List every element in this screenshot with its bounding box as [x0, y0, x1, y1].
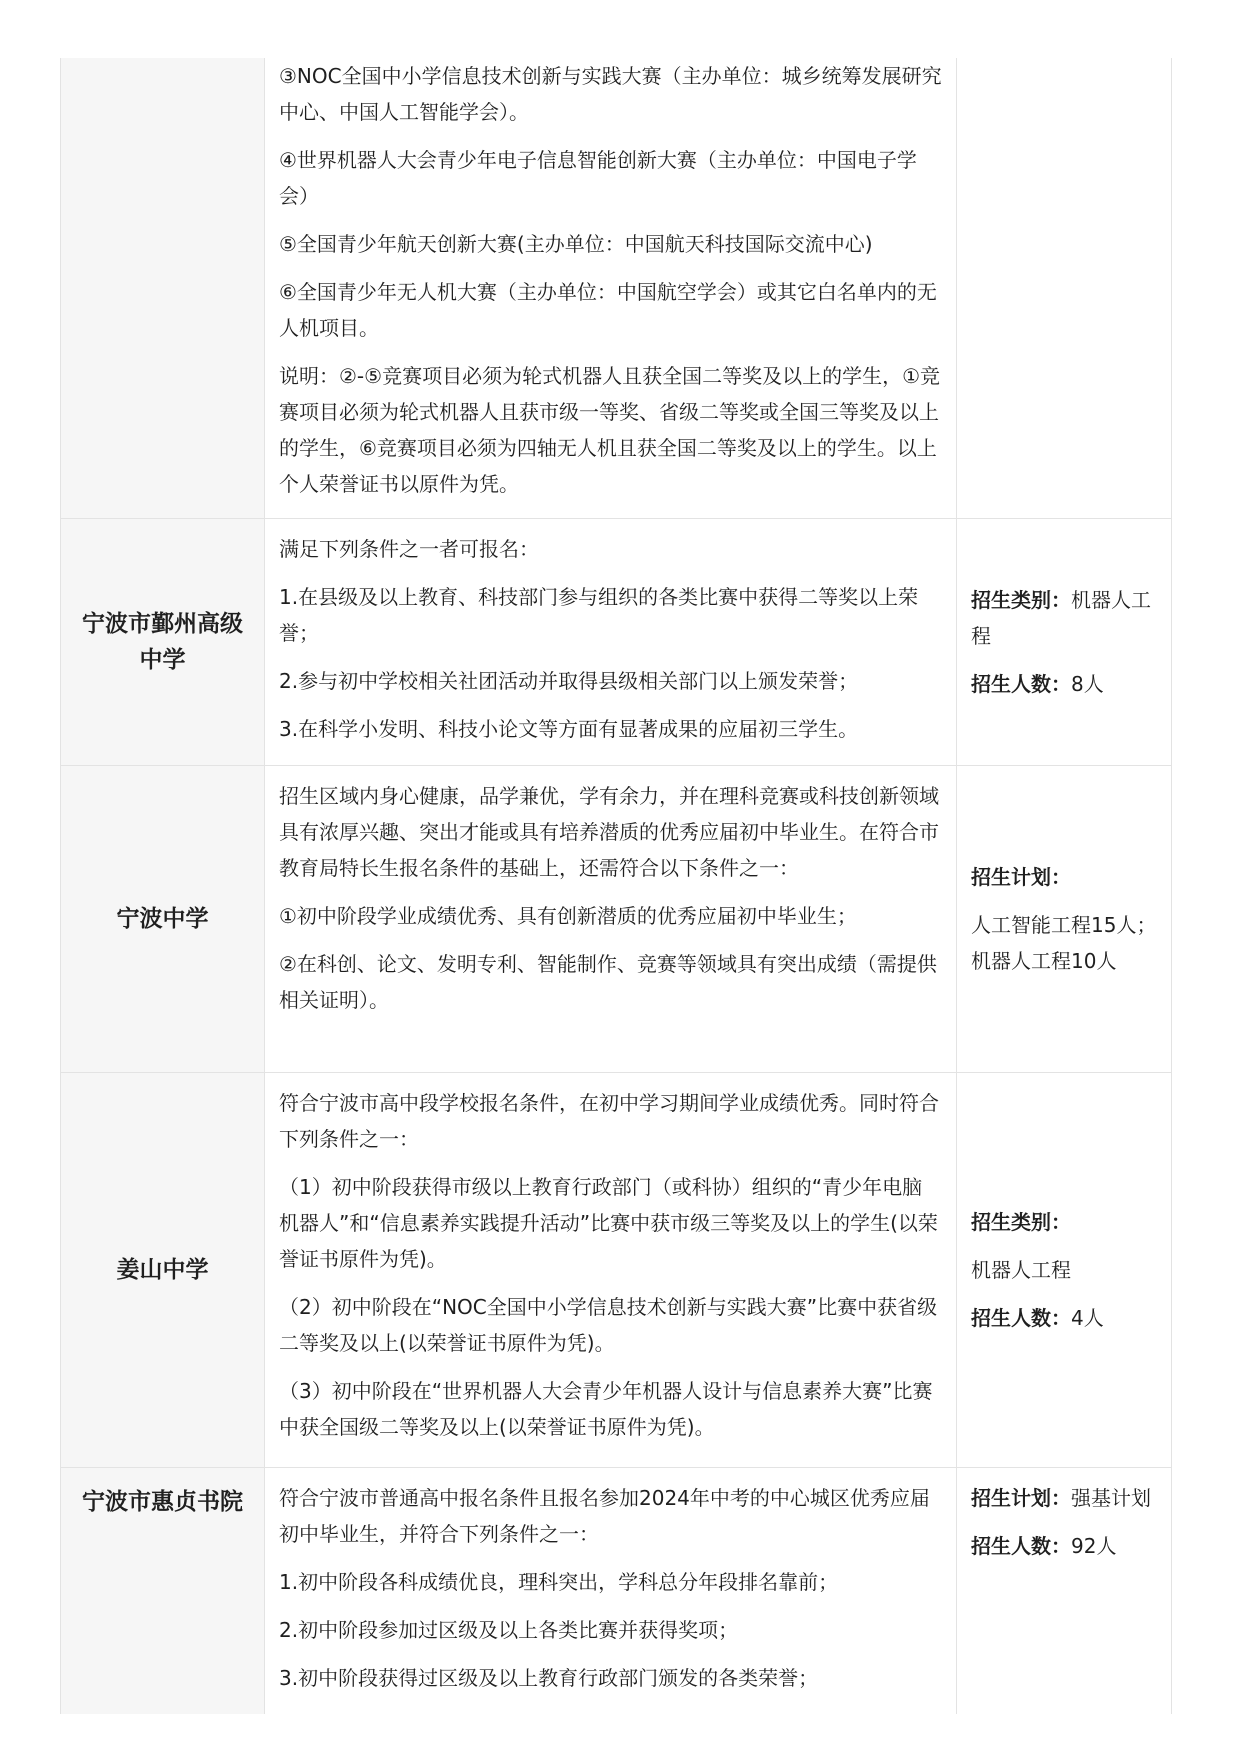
- requirements-cell: [265, 766, 957, 1072]
- table-row: [61, 1073, 1171, 1468]
- requirements-cell: [265, 58, 957, 518]
- plan-item: [971, 582, 1157, 654]
- plan-value: 机器人工程: [971, 588, 1151, 648]
- plan-label: 招生计划：: [971, 1486, 1071, 1510]
- requirement-text: 3.在科学小发明、科技小论文等方面有显著成果的应届初三学生。: [279, 717, 859, 741]
- plan-cell: [957, 766, 1171, 1072]
- plan-cell: [957, 1468, 1171, 1714]
- requirement-note: 说明：②-⑤竞赛项目必须为轮式机器人且获全国二等奖及以上的学生，①竞赛项目必须为轮式机器人且获市级一等奖、省级二等奖或全国三等奖及以上的学生，⑥竞赛项目必须为四轴无人机且获全国二等奖及以上的学生。以上个人荣誉证书以原件为凭。: [279, 364, 941, 496]
- table-row: [61, 1468, 1171, 1714]
- requirement-text: 2.参与初中学校相关社团活动并取得县级相关部门以上颁发荣誉；: [279, 669, 859, 693]
- plan-cell: [957, 58, 1171, 518]
- requirement-text: ③NOC全国中小学信息技术创新与实践大赛（主办单位：城乡统筹发展研究中心、中国人工智能学会）。: [279, 64, 942, 124]
- requirement-text: ⑤全国青少年航天创新大赛(主办单位：中国航天科技国际交流中心): [279, 232, 873, 256]
- plan-item: [971, 1300, 1157, 1336]
- plan-item: [971, 859, 1157, 895]
- plan-item: [971, 907, 1157, 979]
- requirements-cell: [265, 519, 957, 765]
- requirement-text: 1.在县级及以上教育、科技部门参与组织的各类比赛中获得二等奖以上荣誉；: [279, 585, 919, 645]
- requirements-cell: [265, 1073, 957, 1467]
- plan-label: 招生人数：: [971, 1534, 1071, 1558]
- requirements-cell: [265, 1468, 957, 1714]
- requirement-text: 3.初中阶段获得过区级及以上教育行政部门颁发的各类荣誉；: [279, 1666, 819, 1690]
- requirement-text: （2）初中阶段在“NOC全国中小学信息技术创新与实践大赛”比赛中获省级二等奖及以上(以荣誉证书原件为凭)。: [279, 1295, 938, 1355]
- plan-cell: [957, 1073, 1171, 1467]
- plan-cell: [957, 519, 1171, 765]
- requirement-text: （1）初中阶段获得市级以上教育行政部门（或科协）组织的“青少年电脑机器人”和“信息素养实践提升活动”比赛中获市级三等奖及以上的学生(以荣誉证书原件为凭)。: [279, 1175, 938, 1271]
- admissions-table: [60, 58, 1172, 1714]
- table-row: [61, 58, 1171, 519]
- plan-item: [971, 1480, 1157, 1516]
- plan-value: 92人: [1071, 1534, 1117, 1558]
- plan-label: 招生类别：: [971, 1210, 1071, 1234]
- school-name-cell: [61, 58, 265, 518]
- requirement-text: ①初中阶段学业成绩优秀、具有创新潜质的优秀应届初中毕业生；: [279, 904, 857, 928]
- requirement-text: 1.初中阶段各科成绩优良，理科突出，学科总分年段排名靠前；: [279, 1570, 839, 1594]
- requirement-text: 符合宁波市普通高中报名条件且报名参加2024年中考的中心城区优秀应届初中毕业生，并符合下列条件之一：: [279, 1486, 930, 1546]
- requirement-text: 2.初中阶段参加过区级及以上各类比赛并获得奖项；: [279, 1618, 739, 1642]
- plan-label: 招生类别：: [971, 588, 1071, 612]
- plan-value: 8人: [1071, 672, 1104, 696]
- requirement-text: ④世界机器人大会青少年电子信息智能创新大赛（主办单位：中国电子学会）: [279, 148, 917, 208]
- requirement-text: 符合宁波市高中段学校报名条件，在初中学习期间学业成绩优秀。同时符合下列条件之一：: [279, 1091, 939, 1151]
- school-name-cell: 宁波市鄞州高级中学: [61, 519, 265, 765]
- plan-label: 招生人数：: [971, 672, 1071, 696]
- requirement-text: （3）初中阶段在“世界机器人大会青少年机器人设计与信息素养大赛”比赛中获全国级二等奖及以上(以荣誉证书原件为凭)。: [279, 1379, 933, 1439]
- plan-item: [971, 1204, 1157, 1240]
- school-name-cell: 宁波市惠贞书院: [61, 1468, 265, 1714]
- requirement-text: ②在科创、论文、发明专利、智能制作、竞赛等领域具有突出成绩（需提供相关证明）。: [279, 952, 937, 1012]
- plan-value: 机器人工程: [971, 1258, 1071, 1282]
- plan-item: [971, 1528, 1157, 1564]
- plan-item: [971, 666, 1157, 702]
- requirement-text: ⑥全国青少年无人机大赛（主办单位：中国航空学会）或其它白名单内的无人机项目。: [279, 280, 937, 340]
- school-name-cell: 宁波中学: [61, 766, 265, 1072]
- plan-item: [971, 1252, 1157, 1288]
- plan-label: 招生计划：: [971, 865, 1071, 889]
- requirement-text: 满足下列条件之一者可报名：: [279, 537, 539, 561]
- plan-value: 4人: [1071, 1306, 1104, 1330]
- table-row: [61, 519, 1171, 766]
- plan-value: 强基计划: [1071, 1486, 1151, 1510]
- requirement-text: 招生区域内身心健康，品学兼优，学有余力，并在理科竞赛或科技创新领域具有浓厚兴趣、突出才能或具有培养潜质的优秀应届初中毕业生。在符合市教育局特长生报名条件的基础上，还需符合以下条件之一：: [279, 784, 939, 880]
- plan-label: 招生人数：: [971, 1306, 1071, 1330]
- school-name-cell: 姜山中学: [61, 1073, 265, 1467]
- plan-value: 人工智能工程15人；机器人工程10人: [971, 913, 1157, 973]
- table-row: [61, 766, 1171, 1073]
